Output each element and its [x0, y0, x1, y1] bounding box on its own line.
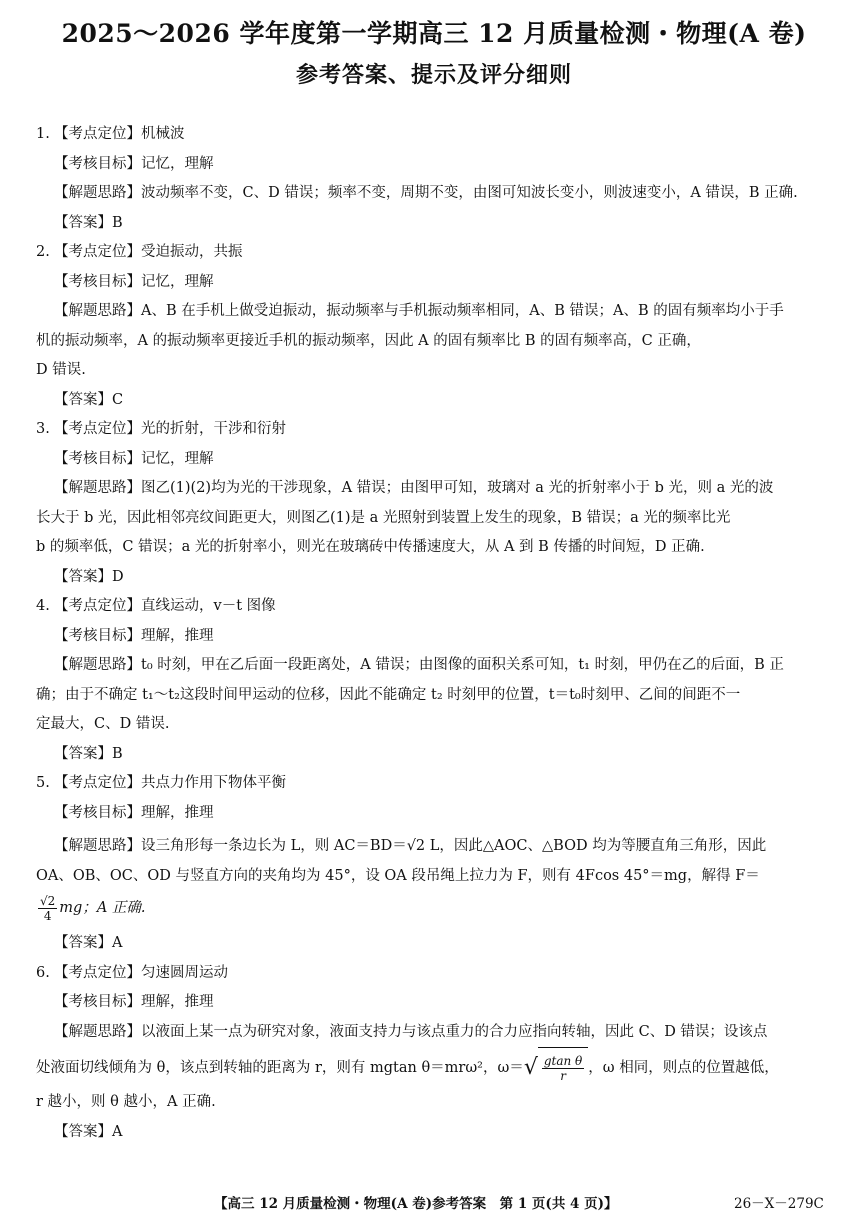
question-point: 5. 【考点定位】共点力作用下物体平衡: [36, 769, 832, 799]
question-solution: 【解题思路】A、B 在手机上做受迫振动，振动频率与手机振动频率相同，A、B 错误；A、B 的固有频率均小于手: [54, 303, 784, 319]
question-point: 6. 【考点定位】匀速圆周运动: [36, 959, 832, 989]
question-solution-cont: D 错误.: [36, 362, 86, 378]
question-number: 2.: [36, 244, 50, 260]
question-solution-cont: 确；由于不确定 t₁～t₂这段时间甲运动的位移，因此不能确定 t₂ 时刻甲的位置，t＝t₀时刻甲、乙间的间距不一: [36, 686, 741, 703]
answer-content: [36, 120, 832, 1147]
question-number: 3.: [36, 421, 50, 437]
question-1: [36, 120, 832, 238]
question-solution-cont: OA、OB、OC、OD 与竖直方向的夹角均为 45°，设 OA 段吊绳上拉力为 F，则有 4Fcos 45°＝mg，解得 F＝: [36, 867, 760, 884]
footer-page-info: 【高三 12 月质量检测・物理(A 卷)参考答案 第 1 页(共 4 页)】: [214, 1196, 618, 1212]
question-point: 3. 【考点定位】光的折射，干涉和衍射: [36, 415, 832, 445]
question-number: 5.: [36, 775, 50, 791]
question-solution-cont: 定最大，C、D 错误.: [36, 716, 170, 732]
question-solution: 【解题思路】t₀ 时刻，甲在乙后面一段距离处，A 错误；由图像的面积关系可知，t₁ 时刻，甲仍在乙的后面，B 正: [54, 657, 784, 673]
page-subtitle: 参考答案、提示及评分细则: [295, 62, 572, 88]
question-solution-cont: 机的振动频率，A 的振动频率更接近手机的振动频率，因此 A 的固有频率比 B 的固有频率高，C 正确，: [36, 332, 701, 349]
sqrt-radicand: $\frac{\text{gtan θ}}{r}$: [538, 1047, 588, 1088]
question-answer: 【答案】A: [54, 1123, 123, 1140]
question-number: 1.: [36, 126, 50, 142]
sqrt-sign: √: [523, 1055, 538, 1080]
question-4: [36, 592, 832, 769]
question-solution: 【解题思路】图乙(1)(2)均为光的干涉现象，A 错误；由图甲可知，玻璃对 a 光的折射率小于 b 光，则 a 光的波: [54, 480, 774, 496]
question-number: 6.: [36, 964, 50, 981]
question-answer: 【答案】B: [54, 214, 123, 231]
question-answer: 【答案】B: [54, 745, 123, 762]
question-5: [36, 769, 832, 959]
question-solution-cont: 长大于 b 光，因此相邻亮纹间距更大，则图乙(1)是 a 光照射到装置上发生的现象，B 错误；a 光的频率比光: [36, 509, 731, 526]
question-solution: 【解题思路】设三角形每一条边长为 L，则 AC＝BD＝√2 L，因此△AOC、△BOD 均为等腰直角三角形，因此: [54, 838, 767, 854]
question-solution-sqrt-line: 处液面切线倾角为 θ，该点到转轴的距离为 r，则有 mgtan θ＝mrω²，ω＝√ $\frac{\text{gtan θ}}{r}$ ，ω 相同，则点的位置越低，: [36, 1047, 832, 1088]
page-title: 2025～2026 学年度第一学期高三 12 月质量检测・物理(A 卷): [61, 19, 807, 48]
question-number: 4.: [36, 598, 50, 614]
question-answer: 【答案】A: [54, 935, 123, 951]
question-goal: 【考核目标】记忆，理解: [54, 273, 214, 290]
question-point: 4. 【考点定位】直线运动，v－t 图像: [36, 592, 832, 622]
question-solution-cont: b 的频率低，C 错误；a 光的折射率小，则光在玻璃砖中传播速度大，从 A 到 B 传播的时间短，D 正确.: [36, 539, 705, 555]
question-point: 1. 【考点定位】机械波: [36, 120, 832, 150]
fraction: $\frac{√2}{4}$: [40, 893, 56, 923]
question-2: [36, 238, 832, 415]
footer-code: 26－X－279C: [734, 1196, 824, 1212]
question-solution-fraction-line: $\frac{√2}{4}$ mg；A 正确.: [40, 893, 146, 923]
question-point: 2. 【考点定位】受迫振动，共振: [36, 238, 832, 268]
question-3: [36, 415, 832, 592]
question-6: [36, 959, 832, 1148]
question-answer: 【答案】D: [54, 568, 124, 585]
question-solution-cont: r 越小，则 θ 越小，A 正确.: [36, 1094, 216, 1110]
question-goal: 【考核目标】理解，推理: [54, 804, 214, 821]
question-goal: 【考核目标】记忆，理解: [54, 450, 214, 467]
question-goal: 【考核目标】记忆，理解: [54, 155, 214, 172]
question-solution: 【解题思路】波动频率不变，C、D 错误；频率不变，周期不变，由图可知波长变小，则波速变小，A 错误，B 正确.: [54, 185, 798, 201]
question-answer: 【答案】C: [54, 391, 124, 408]
question-goal: 【考核目标】理解，推理: [54, 627, 214, 644]
question-solution: 【解题思路】以液面上某一点为研究对象，液面支持力与该点重力的合力应指向转轴，因此 C、D 错误；设该点: [54, 1023, 768, 1040]
question-goal: 【考核目标】理解，推理: [54, 994, 214, 1010]
